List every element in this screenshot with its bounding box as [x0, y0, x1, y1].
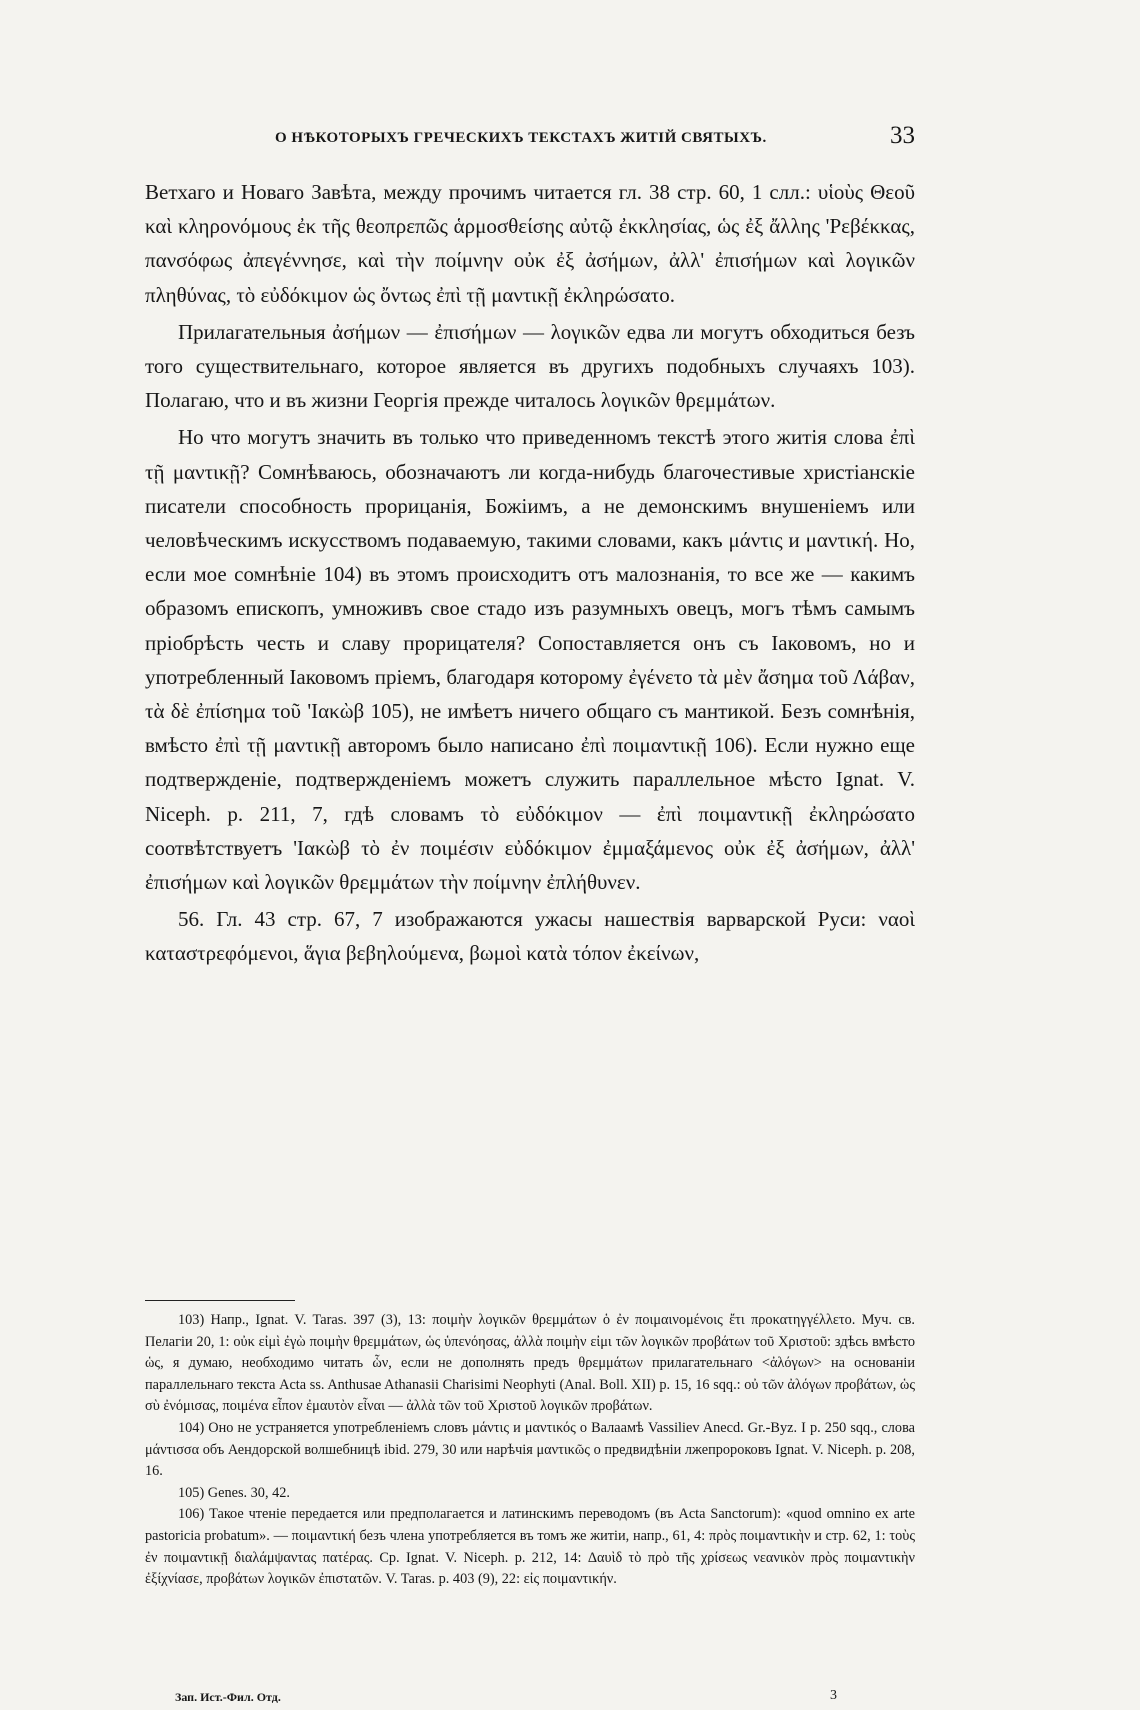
paragraph: Прилагательныя ἀσήμων — ἐπισήμων — λογικῶν едва ли могутъ обходиться безъ того существительнаго, которое является въ другихъ подобныхъ случаяхъ 103). Полагаю, что и въ жизни Георгія прежде читалось λογικῶν θρεμμάτων.: [145, 319, 915, 413]
footnote-103: 103) Напр., Ignat. V. Taras. 397 (3), 13: ποιμὴν λογικῶν θρεμμάτων ὁ ἐν ποιμαινομένοις ἔτι προκατηγγέλλετο. Муч. св. Пелагіи 20, 1: οὐκ εἰμὶ ἐγὼ ποιμὴν θρεμμάτων, ὡς ὑπενόησας, ἀλλὰ ποιμὴν εἰμι τῶν λογικῶν προβάτων τοῦ Χριστοῦ: здѣсь вмѣсто ὡς, я думаю, необходимо читать ὧν, если не дополнять предъ θρεμμάτων прилагательнаго <ἀλόγων> на основаніи параллельнаго текста Acta ss. Anthusae Athanasii Charisimi Neophyti (Anal. Boll. XII) p. 15, 16 sqq.: οὐ τῶν ἀλόγων προβάτων, ὡς σὺ ἐνόμισας, ποιμένα εἶπον ἐμαυτὸν εἶναι — ἀλλὰ τῶν τοῦ Χριστοῦ λογικῶν προβάτων.: [145, 1312, 915, 1415]
sheet-number: 3: [830, 1688, 837, 1703]
running-title: О НѢКОТОРЫХЪ ГРЕЧЕСКИХЪ ТЕКСТАХЪ ЖИТІЙ СВЯТЫХЪ.: [275, 130, 767, 146]
journal-signature: Зап. Ист.-Фил. Отд.: [175, 1690, 281, 1704]
footnote-106: 106) Такое чтеніе передается или предполагается и латинскимъ переводомъ (въ Acta Sanctorum): «quod omnino ex arte pastoricia probatum». — ποιμαντική безъ члена употребляется въ томъ же житіи, напр., 61, 4: πρὸς ποιμαντικὴν и стр. 62, 1: τοὺς ἐν ποιμαντικῇ διαλάμψαντας πατέρας. Ср. Ignat. V. Niceph. p. 212, 14: Δαυὶδ τὸ πρὸ τῆς χρίσεως νεανικὸν πρὸς ποιμαντικὴν ἐξίχνίασε, προβάτων λογικῶν ἐπιστατῶν. V. Taras. p. 403 (9), 22: εἰς ποιμαντικήν.: [145, 1506, 915, 1588]
main-text: [145, 175, 915, 971]
paragraph-section-56: 56. Гл. 43 стр. 67, 7 изображаются ужасы нашествія варварской Руси: ναοὶ καταστρεφόμενοι, ἅγια βεβηλούμενα, βωμοὶ κατὰ τόπον ἐκείνων,: [145, 907, 915, 966]
page-number: 33: [890, 122, 915, 149]
footnotes: [145, 1310, 915, 1591]
paragraph-continuation: Ветхаго и Новаго Завѣта, между прочимъ читается гл. 38 стр. 60, 1 слл.: υἱοὺς Θεοῦ καὶ κληρονόμους ἐκ τῆς θεοπρεπῶς ἁρμοσθείσης αὐτῷ ἐκκλησίας, ὡς ἐξ ἄλλης 'Ρεβέκκας, πανσόφως ἀπεγέννησε, καὶ τὴν ποίμνην οὐκ ἐξ ἀσήμων, ἀλλ' ἐπισήμων καὶ λογικῶν πληθύνας, τὸ εὐδόκιμον ὡς ὄντως ἐπὶ τῇ μαντικῇ ἐκληρώσατο.: [145, 180, 915, 307]
footnote-105: 105) Genes. 30, 42.: [178, 1484, 290, 1501]
footnote-divider: [145, 1300, 295, 1301]
page-header: [145, 118, 915, 158]
paragraph: Но что могутъ значить въ только что приведенномъ текстѣ этого житія слова ἐπὶ τῇ μαντικῇ? Сомнѣваюсь, обозначаютъ ли когда-нибудь благочестивые христіанскіе писатели способность прорицанія, Божіимъ, а не демонскимъ внушеніемъ или человѣческимъ искусствомъ подаваемую, такими словами, какъ μάντις и μαντική. Но, если мое сомнѣніе 104) въ этомъ происходитъ отъ малознанія, то все же — какимъ образомъ епископъ, умноживъ свое стадо изъ разумныхъ овецъ, могъ тѣмъ самымъ пріобрѣсть честь и славу прорицателя? Сопоставляется онъ съ Іаковомъ, но и употребленный Іаковомъ пріемъ, благодаря которому ἐγένετο τὰ μὲν ἄσημα τοῦ Λάβαν, τὰ δὲ ἐπίσημα τοῦ 'Ιακὼβ 105), не имѣетъ ничего общаго съ мантикой. Безъ сомнѣнія, вмѣсто ἐπὶ τῇ μαντικῇ авторомъ было написано ἐπὶ ποιμαντικῇ 106). Если нужно еще подтвержденіе, подтвержденіемъ можетъ служить параллельное мѣсто Ignat. V. Niceph. p. 211, 7, гдѣ словамъ τὸ εὐδόκιμον — ἐπὶ ποιμαντικῇ ἐκληρώσατο соотвѣтствуетъ 'Ιακὼβ τὸ ἐν ποιμέσιν εὐδόκιμον ἐμμαξάμενος οὐκ ἐξ ἀσήμων, ἀλλ' ἐπισήμων καὶ λογικῶν θρεμμάτων τὴν ποίμνην ἐπλήθυνεν.: [145, 425, 915, 895]
footnote-104: 104) Оно не устраняется употребленіемъ словъ μάντις и μαντικός о Валаамѣ Vassiliev Anecd. Gr.-Byz. I p. 250 sqq., слова μάντισσα объ Аендорской волшебницѣ ibid. 279, 30 или нарѣчія μαντικῶς о предвидѣніи лжепророковъ Ignat. V. Niceph. p. 208, 16.: [145, 1419, 915, 1480]
